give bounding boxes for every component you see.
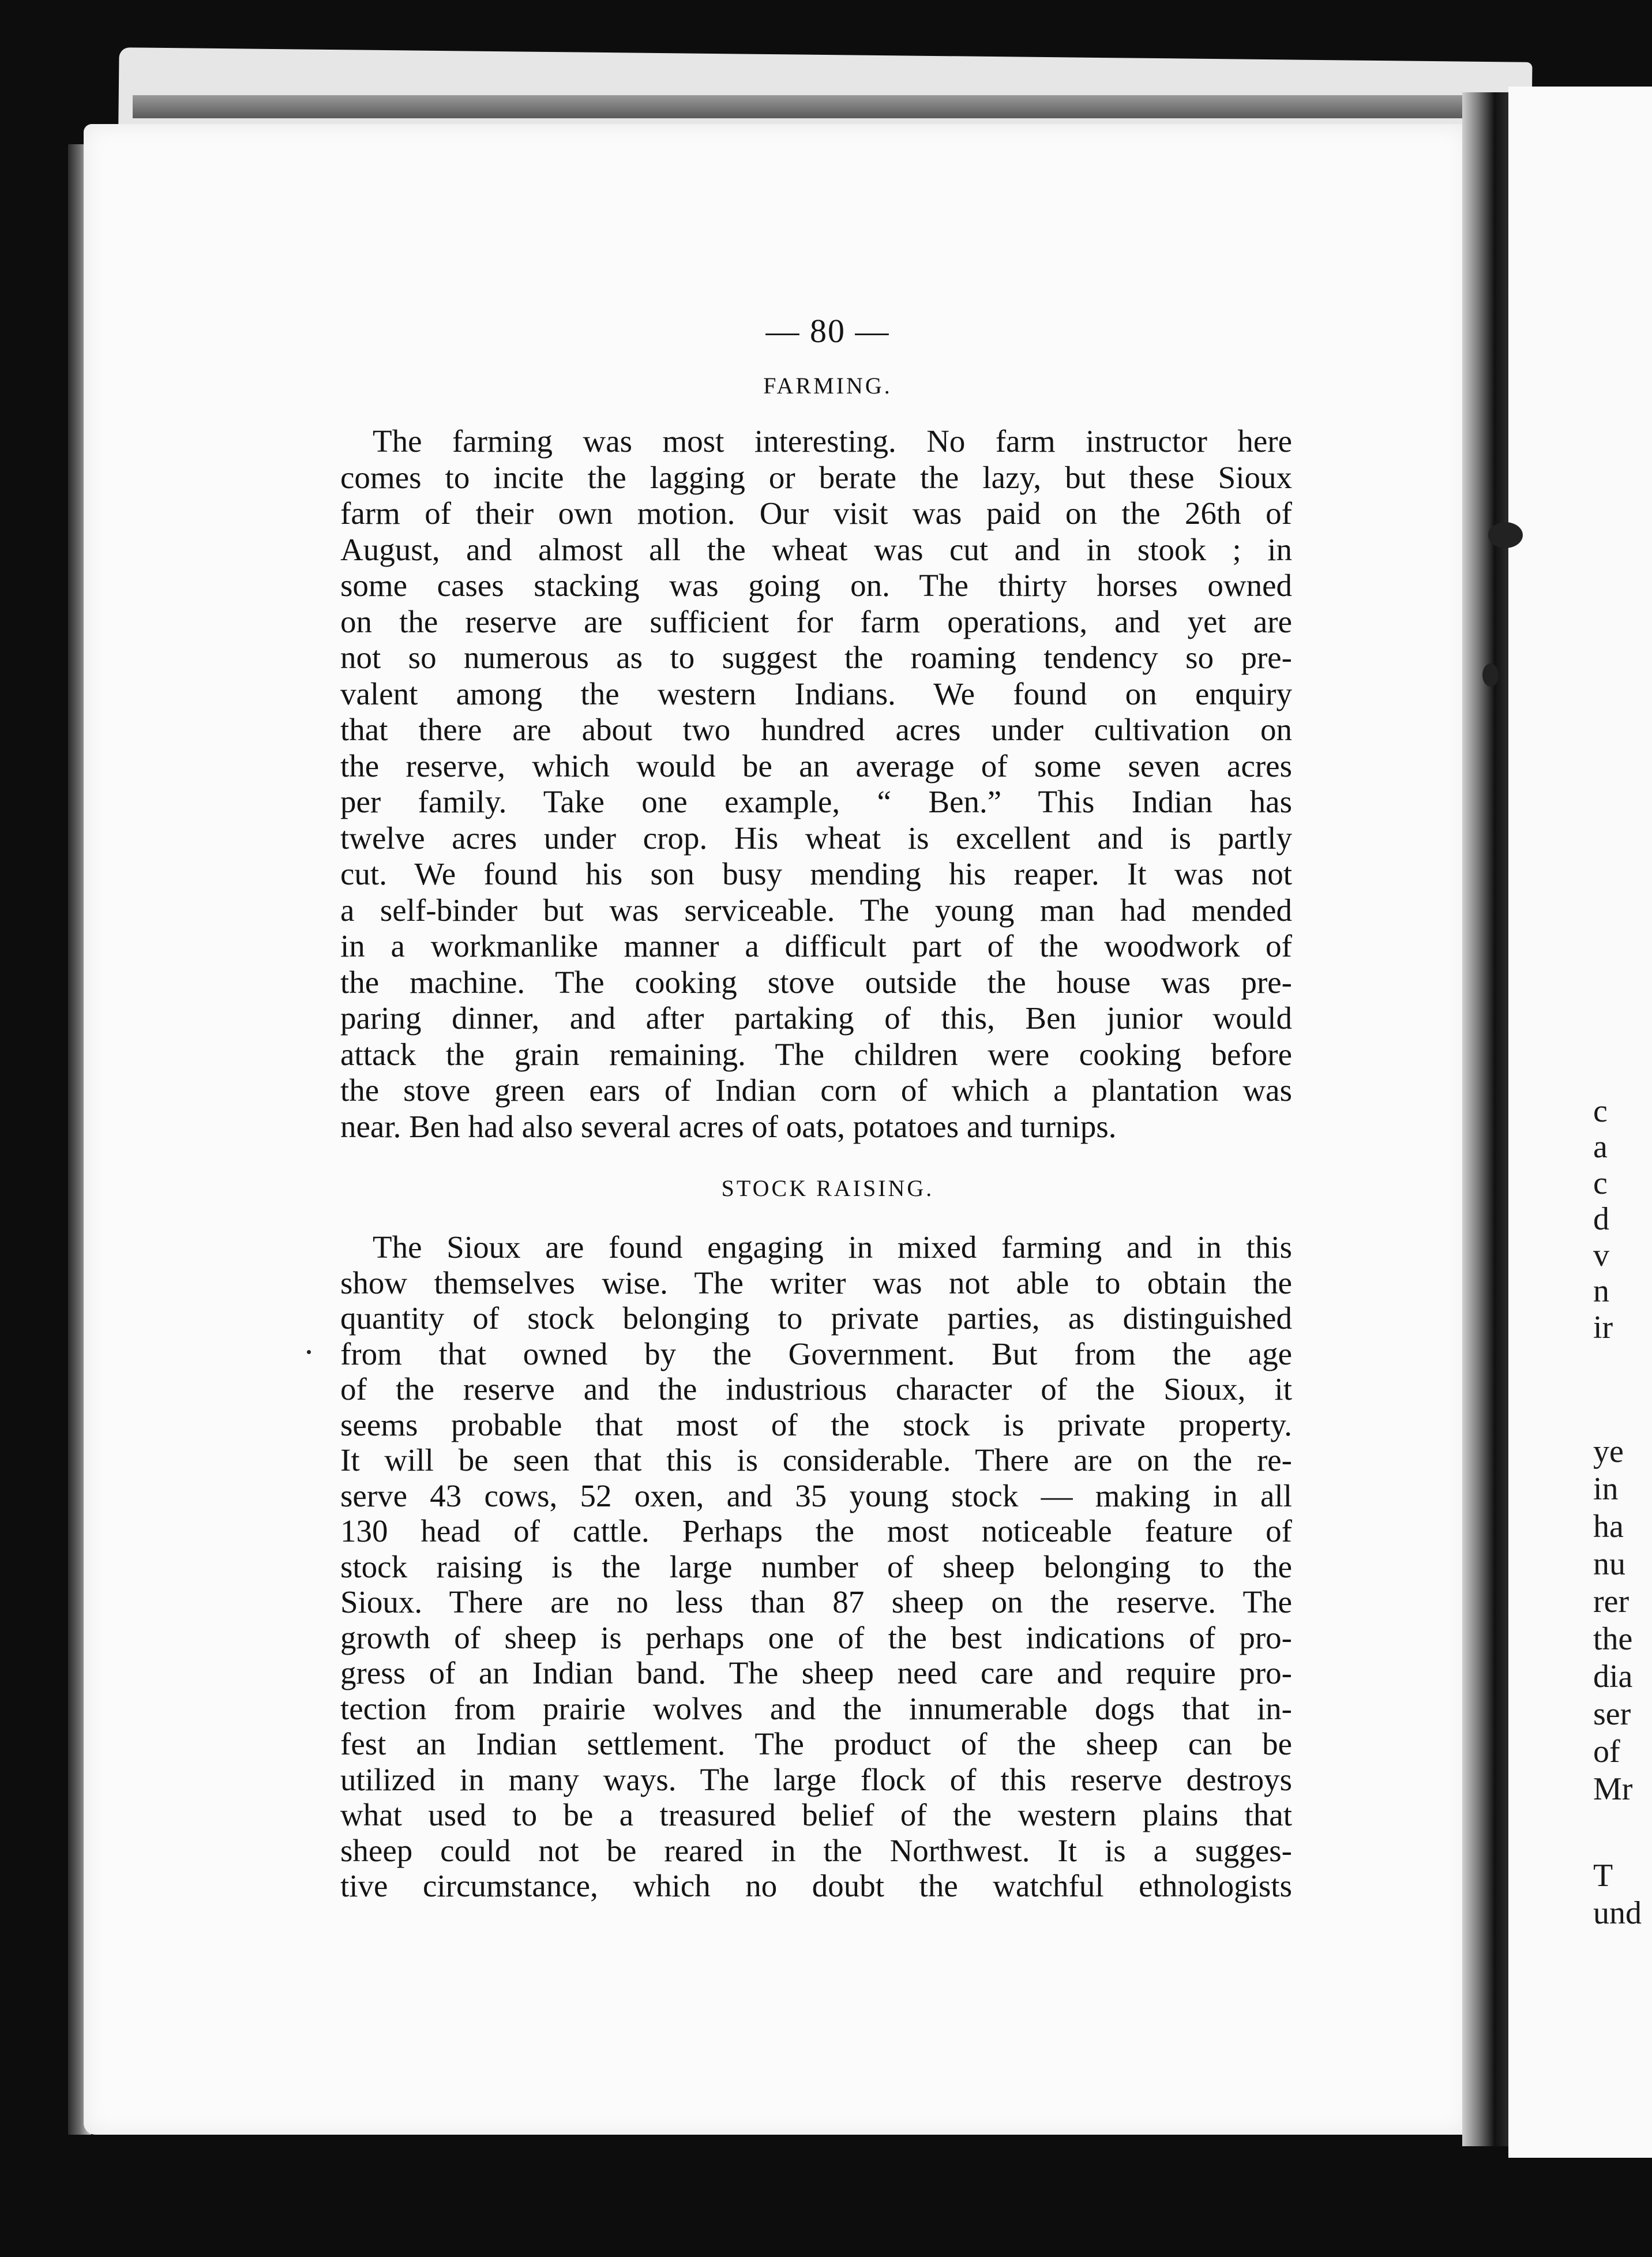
fragment: c bbox=[1593, 1165, 1608, 1201]
text-line: cut. We found his son busy mending his reaper. It was not bbox=[340, 856, 1292, 891]
fragment: und bbox=[1593, 1895, 1642, 1931]
text-line: some cases stacking was going on. The thirty horses owned bbox=[340, 568, 1292, 603]
text-line: comes to incite the lagging or berate the lazy, but these Sioux bbox=[340, 459, 1292, 495]
section-title-stock-raising: STOCK RAISING. bbox=[721, 1175, 934, 1201]
text-line: fest an Indian settlement. The product of the sheep can be bbox=[340, 1726, 1292, 1761]
text-line: tection from prairie wolves and the innumerable dogs that in- bbox=[340, 1690, 1292, 1726]
text-line: of the reserve and the industrious character of the Sioux, it bbox=[340, 1371, 1292, 1407]
fragment: n bbox=[1593, 1273, 1609, 1309]
text-line: attack the grain remaining. The children were cooking before bbox=[340, 1036, 1292, 1072]
text-line: twelve acres under crop. His wheat is excellent and is partly bbox=[340, 820, 1292, 856]
text-line: sheep could not be reared in the Northwest. It is a sugges- bbox=[340, 1832, 1292, 1868]
fragment: Mr bbox=[1593, 1771, 1633, 1807]
text-line: growth of sheep is perhaps one of the best indications of pro- bbox=[340, 1619, 1292, 1655]
text-line: valent among the western Indians. We found on enquiry bbox=[340, 676, 1292, 711]
text-line: The Sioux are found engaging in mixed farming and in this bbox=[373, 1229, 1292, 1265]
facing-page bbox=[1508, 87, 1652, 2158]
stock-raising-paragraph bbox=[340, 1229, 1292, 1904]
fragment: rer bbox=[1593, 1584, 1630, 1619]
text-line: per family. Take one example, “ Ben.” This Indian has bbox=[340, 784, 1292, 819]
text-line: that there are about two hundred acres under cultivation on bbox=[340, 712, 1292, 747]
text-line: It will be seen that this is considerable. There are on the re- bbox=[340, 1442, 1292, 1478]
text-line: the machine. The cooking stove outside the house was pre- bbox=[340, 964, 1292, 1000]
text-line: stock raising is the large number of sheep belonging to the bbox=[340, 1549, 1292, 1584]
text-line: show themselves wise. The writer was not able to obtain the bbox=[340, 1265, 1292, 1300]
page-shadow-band bbox=[133, 95, 1517, 118]
fragment: in bbox=[1593, 1471, 1619, 1507]
text-line: utilized in many ways. The large flock of this reserve destroys bbox=[340, 1761, 1292, 1797]
text-line: serve 43 cows, 52 oxen, and 35 young stock — making in all bbox=[340, 1478, 1292, 1513]
text-line: Sioux. There are no less than 87 sheep on the reserve. The bbox=[340, 1584, 1292, 1619]
fragment: dia bbox=[1593, 1659, 1633, 1694]
text-line: seems probable that most of the stock is private property. bbox=[340, 1407, 1292, 1442]
text-line: gress of an Indian band. The sheep need care and require pro- bbox=[340, 1655, 1292, 1690]
speck bbox=[1482, 663, 1499, 687]
text-line: from that owned by the Government. But from the age bbox=[340, 1336, 1292, 1371]
fragment: d bbox=[1593, 1201, 1609, 1237]
text-line: 130 head of cattle. Perhaps the most noticeable feature of bbox=[340, 1513, 1292, 1549]
farming-paragraph bbox=[340, 423, 1292, 1145]
fragment: nu bbox=[1593, 1546, 1625, 1582]
text-line: what used to be a treasured belief of the western plains that bbox=[340, 1797, 1292, 1832]
text-line: quantity of stock belonging to private parties, as distinguished bbox=[340, 1300, 1292, 1336]
fragment: a bbox=[1593, 1129, 1608, 1165]
page-content bbox=[340, 312, 1292, 1904]
text-line: The farming was most interesting. No farm instructor here bbox=[373, 423, 1292, 459]
fragment: of bbox=[1593, 1734, 1620, 1769]
text-line: the reserve, which would be an average of some seven acres bbox=[340, 748, 1292, 783]
fragment: ir bbox=[1593, 1310, 1613, 1345]
fragment: ser bbox=[1593, 1696, 1631, 1732]
text-line: farm of their own motion. Our visit was paid on the 26th of bbox=[340, 496, 1292, 531]
text-line: tive circumstance, which no doubt the watchful ethnologists bbox=[340, 1868, 1292, 1903]
text-line: August, and almost all the wheat was cut and in stook ; in bbox=[340, 531, 1292, 567]
fragment: ye bbox=[1593, 1434, 1624, 1469]
text-line: in a workmanlike manner a difficult part of the woodwork of bbox=[340, 928, 1292, 963]
fragment: the bbox=[1593, 1621, 1633, 1657]
text-line: not so numerous as to suggest the roaming tendency so pre- bbox=[340, 640, 1292, 675]
section-title-farming: FARMING. bbox=[763, 373, 892, 399]
text-line: paring dinner, and after partaking of this, Ben junior would bbox=[340, 1000, 1292, 1036]
text-line: a self-binder but was serviceable. The young man had mended bbox=[340, 892, 1292, 928]
fragment: v bbox=[1593, 1238, 1609, 1273]
fragment: T bbox=[1593, 1858, 1613, 1894]
speck bbox=[1488, 522, 1523, 548]
text-line: near. Ben had also several acres of oats, potatoes and turnips. bbox=[340, 1108, 1117, 1144]
text-line: the stove green ears of Indian corn of which a plantation was bbox=[340, 1073, 1292, 1108]
page-number: — 80 — bbox=[765, 312, 890, 350]
fragment: c bbox=[1593, 1093, 1608, 1129]
fragment: ha bbox=[1593, 1509, 1624, 1544]
text-line: on the reserve are sufficient for farm operations, and yet are bbox=[340, 603, 1292, 639]
book-gutter bbox=[1462, 92, 1508, 2146]
speck bbox=[307, 1350, 311, 1354]
